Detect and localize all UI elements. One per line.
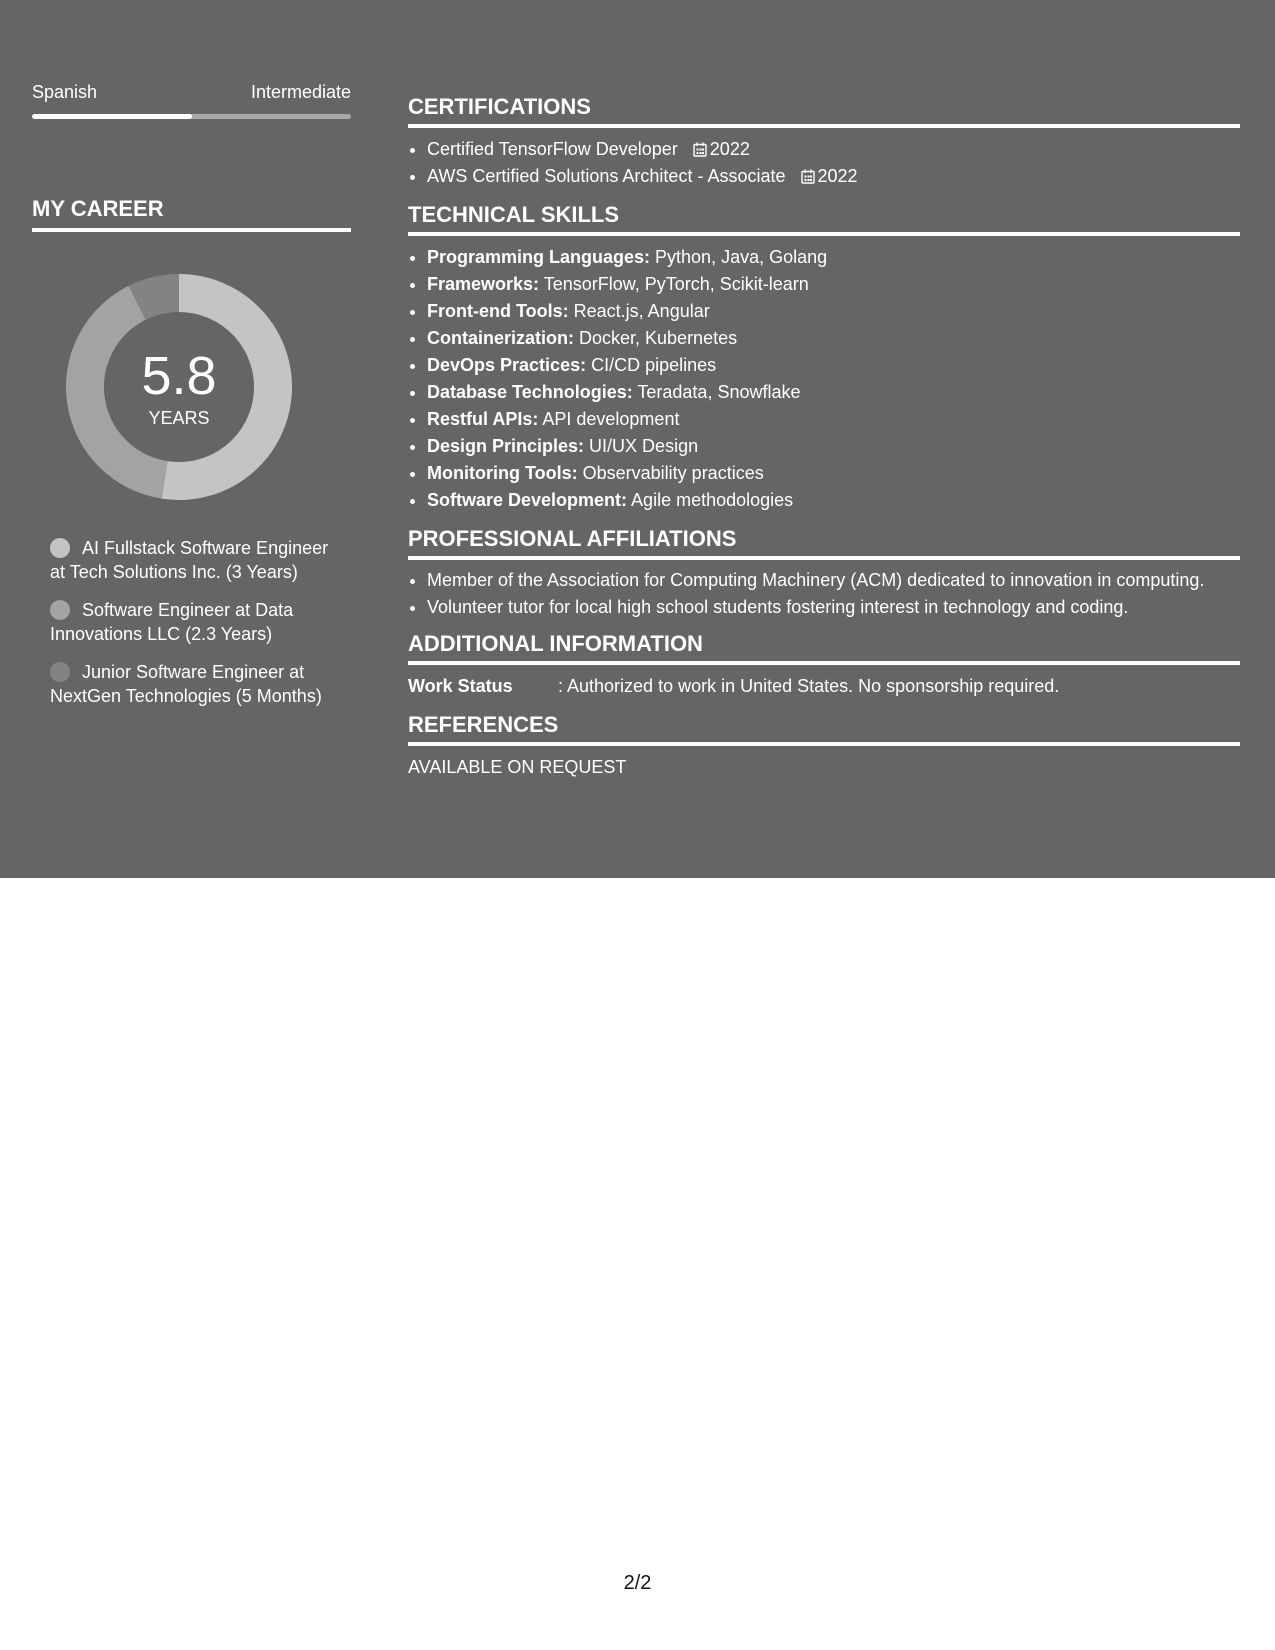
skill-item <box>427 460 1240 487</box>
skill-value: Teradata, Snowflake <box>632 382 801 402</box>
skill-item <box>427 325 1240 352</box>
references-text: AVAILABLE ON REQUEST <box>408 757 627 777</box>
affiliation-item: • Volunteer tutor for local high school students fostering interest in technology and coding. <box>427 595 1240 619</box>
skill-value: Agile methodologies <box>627 490 794 510</box>
certifications-list <box>408 136 1240 190</box>
certification-year: 2022 <box>817 166 858 186</box>
skill-label: Frameworks: <box>427 274 540 294</box>
skill-value: Python, Java, Golang <box>650 247 828 267</box>
career-legend-label: AI Fullstack Software Engineer at Tech Solutions Inc. (3 Years) <box>50 538 329 582</box>
career-legend-item <box>50 598 330 646</box>
skill-label: Programming Languages: <box>427 247 651 267</box>
skill-value: React.js, Angular <box>568 301 710 321</box>
language-name: Spanish <box>32 82 98 102</box>
certification-name: AWS Certified Solutions Architect - Associate <box>427 166 786 186</box>
career-legend-label: Software Engineer at Data Innovations LLC (2.3 Years) <box>50 600 294 644</box>
skill-label: Monitoring Tools: <box>427 463 578 483</box>
calendar-icon <box>693 142 707 157</box>
certification-year: 2022 <box>709 139 750 159</box>
affiliations-title: PROFESSIONAL AFFILIATIONS <box>408 526 1240 560</box>
skill-item <box>427 406 1240 433</box>
skill-label: Design Principles: <box>427 436 585 456</box>
certification-item <box>427 136 1240 163</box>
work-status-value: : Authorized to work in United States. No sponsorship required. <box>558 676 1060 696</box>
skill-item <box>427 271 1240 298</box>
affiliation-item: • Member of the Association for Computing Machinery (ACM) dedicated to innovation in computing. <box>427 568 1240 592</box>
skill-item <box>427 352 1240 379</box>
affiliations-list <box>408 568 1240 619</box>
technical-skills-title: TECHNICAL SKILLS <box>408 202 1240 236</box>
skill-value: Docker, Kubernetes <box>574 328 738 348</box>
work-status-label: Work Status <box>408 676 513 696</box>
skill-item <box>427 433 1240 460</box>
career-legend <box>50 536 330 722</box>
skill-item <box>427 244 1240 271</box>
skill-label: Front-end Tools: <box>427 301 569 321</box>
skill-value: UI/UX Design <box>584 436 699 456</box>
references-title: REFERENCES <box>408 712 1240 746</box>
skill-label: DevOps Practices: <box>427 355 587 375</box>
skill-value: API development <box>538 409 680 429</box>
certification-item <box>427 163 1240 190</box>
certification-name: Certified TensorFlow Developer <box>427 139 678 159</box>
career-legend-item <box>50 660 330 708</box>
skill-label: Restful APIs: <box>427 409 539 429</box>
skill-label: Containerization: <box>427 328 574 348</box>
career-total-value: 5.8 <box>141 346 217 406</box>
career-legend-label: Junior Software Engineer at NextGen Technologies (5 Months) <box>50 662 322 706</box>
skill-label: Database Technologies: <box>427 382 633 402</box>
career-section-title: MY CAREER <box>32 196 351 232</box>
main-column <box>408 94 1240 781</box>
technical-skills-list <box>408 244 1240 514</box>
skill-value: CI/CD pipelines <box>586 355 717 375</box>
skill-item <box>427 379 1240 406</box>
calendar-icon <box>801 169 815 184</box>
language-row <box>32 82 351 103</box>
career-total-unit: YEARS <box>148 408 210 428</box>
page-number: 2/2 <box>623 1572 652 1594</box>
skill-item <box>427 298 1240 325</box>
legend-dot-icon <box>50 662 70 682</box>
skill-item <box>427 487 1240 514</box>
career-legend-item <box>50 536 330 584</box>
legend-dot-icon <box>50 600 70 620</box>
skill-label: Software Development: <box>427 490 628 510</box>
skill-value: TensorFlow, PyTorch, Scikit-learn <box>539 274 809 294</box>
language-level: Intermediate <box>250 82 351 102</box>
language-proficiency-fill <box>32 114 192 119</box>
certifications-title: CERTIFICATIONS <box>408 94 1240 128</box>
language-proficiency-bar <box>32 114 351 119</box>
work-status-row <box>408 673 1240 700</box>
skill-value: Observability practices <box>577 463 764 483</box>
legend-dot-icon <box>50 538 70 558</box>
additional-info-title: ADDITIONAL INFORMATION <box>408 631 1240 665</box>
donut-segment-3 <box>137 293 179 303</box>
